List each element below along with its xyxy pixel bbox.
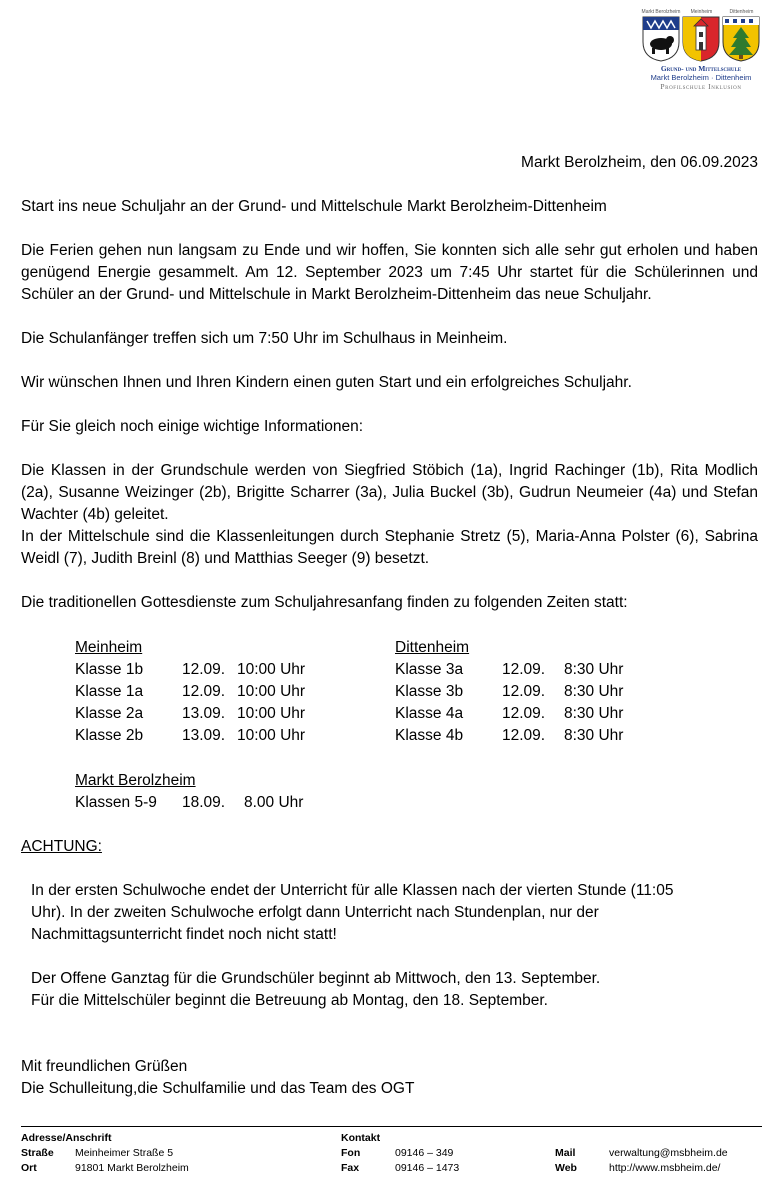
schedule-dittenheim	[395, 637, 623, 747]
logo-locations: Markt Berolzheim · Dittenheim	[650, 73, 752, 82]
schedule-time: 8:30 Uhr	[564, 727, 624, 744]
footer-contact-heading: Kontakt	[341, 1132, 381, 1144]
schedule-class: Klasse 1b	[75, 661, 144, 678]
notice-mittelschule: Für die Mittelschüler beginnt die Betreuung ab Montag, den 18. September.	[31, 992, 548, 1009]
footer-phone-label: Fon	[341, 1147, 361, 1159]
schedule-row	[75, 725, 317, 747]
crest-meinheim	[682, 8, 720, 62]
paragraph-wishes: Wir wünschen Ihnen und Ihren Kindern einen guten Start und ein erfolgreiches Schuljahr.	[21, 374, 632, 391]
letter-subject: Start ins neue Schuljahr an der Grund- und Mittelschule Markt Berolzheim-Dittenheim	[21, 198, 607, 215]
schedule-time: 8.00 Uhr	[244, 794, 304, 811]
schedule-time: 10:00 Uhr	[237, 727, 306, 744]
footer-fax-label: Fax	[341, 1162, 360, 1174]
achtung-heading: ACHTUNG:	[21, 838, 102, 855]
footer-mail-link[interactable]: verwaltung@msbheim.de	[609, 1147, 728, 1159]
schedule-date: 12.09.	[502, 727, 546, 744]
schedule-date: 12.09.	[502, 661, 546, 678]
crest-caption: Dittenheim	[729, 9, 754, 15]
logo-school-name: Grund- und Mittelschule	[660, 64, 742, 73]
closing-greeting: Mit freundlichen Grüßen	[21, 1058, 188, 1075]
schedule-row	[75, 792, 303, 814]
schedule-date: 12.09.	[502, 705, 546, 722]
bear-crest-icon	[642, 16, 680, 62]
schedule-class: Klasse 3b	[395, 683, 464, 700]
footer-fax-value: 09146 – 1473	[395, 1162, 460, 1174]
schedule-class: Klassen 5-9	[75, 794, 157, 811]
footer-street-label: Straße	[21, 1147, 54, 1159]
notice-ganztag: Der Offene Ganztag für die Grundschüler beginnt ab Mittwoch, den 13. September.	[31, 970, 601, 987]
schedule-date: 13.09.	[182, 727, 226, 744]
schedule-class: Klasse 4b	[395, 727, 464, 744]
paragraph-grundschule-teachers: Die Klassen in der Grundschule werden von Siegfried Stöbich (1a), Ingrid Rachinger (1b), Rita Modlich (2a), Susanne Weizinger (2b), Brigitte Scharrer (3a), Julia Buckel (3b), Gudrun Neumeier (4a) und Stefan Wachter (4b) geleitet.	[21, 462, 758, 523]
footer-street-value: Meinheimer Straße 5	[75, 1147, 174, 1159]
schedule-class: Klasse 2a	[75, 705, 144, 722]
schedule-class: Klasse 1a	[75, 683, 144, 700]
schedule-row	[75, 681, 317, 703]
schedule-row	[395, 703, 623, 725]
footer-address-heading: Adresse/Anschrift	[21, 1132, 112, 1144]
schedule-date: 12.09.	[502, 683, 546, 700]
crest-caption: Meinheim	[690, 9, 713, 15]
notice-first-week: In der ersten Schulwoche endet der Unterricht für alle Klassen nach der vierten Stunde (11:05 Uhr). In der zweiten Schulwoche erfolgt dann Unterricht nach Stundenplan, nur der Nachmittagsunterricht findet noch nicht statt!	[31, 882, 674, 943]
letter-date: Markt Berolzheim, den 06.09.2023	[521, 154, 758, 171]
schedule-class: Klasse 4a	[395, 705, 464, 722]
footer-city-label: Ort	[21, 1162, 37, 1174]
crest-row	[640, 8, 762, 62]
schedule-heading: Meinheim	[75, 639, 143, 656]
footer-online	[555, 1131, 728, 1176]
schedule-heading: Dittenheim	[395, 639, 470, 656]
crest-berolzheim	[642, 8, 681, 62]
footer-phone-value: 09146 – 349	[395, 1147, 454, 1159]
schedule-date: 12.09.	[182, 683, 226, 700]
schedule-row	[395, 725, 623, 747]
schedule-time: 10:00 Uhr	[237, 661, 306, 678]
schedule-date: 18.09.	[182, 794, 226, 811]
schedule-time: 8:30 Uhr	[564, 705, 624, 722]
schedule-heading: Markt Berolzheim	[75, 772, 196, 789]
footer-address	[21, 1131, 189, 1176]
footer-city-value: 91801 Markt Berolzheim	[75, 1162, 189, 1174]
schedule-row	[395, 659, 623, 681]
tree-crest-icon	[722, 16, 760, 62]
crest-dittenheim	[722, 8, 760, 62]
letter-footer	[21, 1126, 762, 1174]
schedule-time: 8:30 Uhr	[564, 683, 624, 700]
paragraph-info: Für Sie gleich noch einige wichtige Informationen:	[21, 418, 364, 435]
footer-contact	[341, 1131, 459, 1176]
school-logo	[640, 8, 762, 91]
schedule-time: 10:00 Uhr	[237, 705, 306, 722]
schedule-date: 12.09.	[182, 661, 226, 678]
crest-caption: Markt Berolzheim	[641, 9, 681, 15]
schedule-row	[75, 659, 317, 681]
schedule-meinheim	[75, 637, 317, 747]
schedule-class: Klasse 3a	[395, 661, 464, 678]
paragraph-schulanfaenger: Die Schulanfänger treffen sich um 7:50 Uhr im Schulhaus in Meinheim.	[21, 330, 508, 347]
schedule-markt-berolzheim	[75, 770, 303, 814]
paragraph-intro: Die Ferien gehen nun langsam zu Ende und wir hoffen, Sie konnten sich alle sehr gut erholen und haben genügend Energie gesammelt. Am 12. September 2023 um 7:45 Uhr startet für die Schülerinnen und Schüler an der Grund- und Mittelschule in Markt Berolzheim-Dittenheim das neue Schuljahr.	[21, 242, 758, 303]
paragraph-gottesdienste: Die traditionellen Gottesdienste zum Schuljahresanfang finden zu folgenden Zeiten statt:	[21, 594, 628, 611]
footer-mail-label: Mail	[555, 1147, 576, 1159]
logo-profile: Profilschule Inklusion	[660, 82, 742, 91]
schedule-row	[395, 681, 623, 703]
footer-web-label: Web	[555, 1162, 577, 1174]
schedule-row	[75, 703, 317, 725]
closing-signature: Die Schulleitung,die Schulfamilie und das Team des OGT	[21, 1080, 415, 1097]
schedule-class: Klasse 2b	[75, 727, 144, 744]
schedule-time: 8:30 Uhr	[564, 661, 624, 678]
tower-crest-icon	[682, 16, 720, 62]
schedule-date: 13.09.	[182, 705, 226, 722]
schedule-time: 10:00 Uhr	[237, 683, 306, 700]
paragraph-mittelschule-teachers: In der Mittelschule sind die Klassenleitungen durch Stephanie Stretz (5), Maria-Anna Polster (6), Sabrina Weidl (7), Judith Breinl (8) und Matthias Seeger (9) besetzt.	[21, 528, 758, 567]
footer-web-link[interactable]: http://www.msbheim.de/	[609, 1162, 721, 1174]
